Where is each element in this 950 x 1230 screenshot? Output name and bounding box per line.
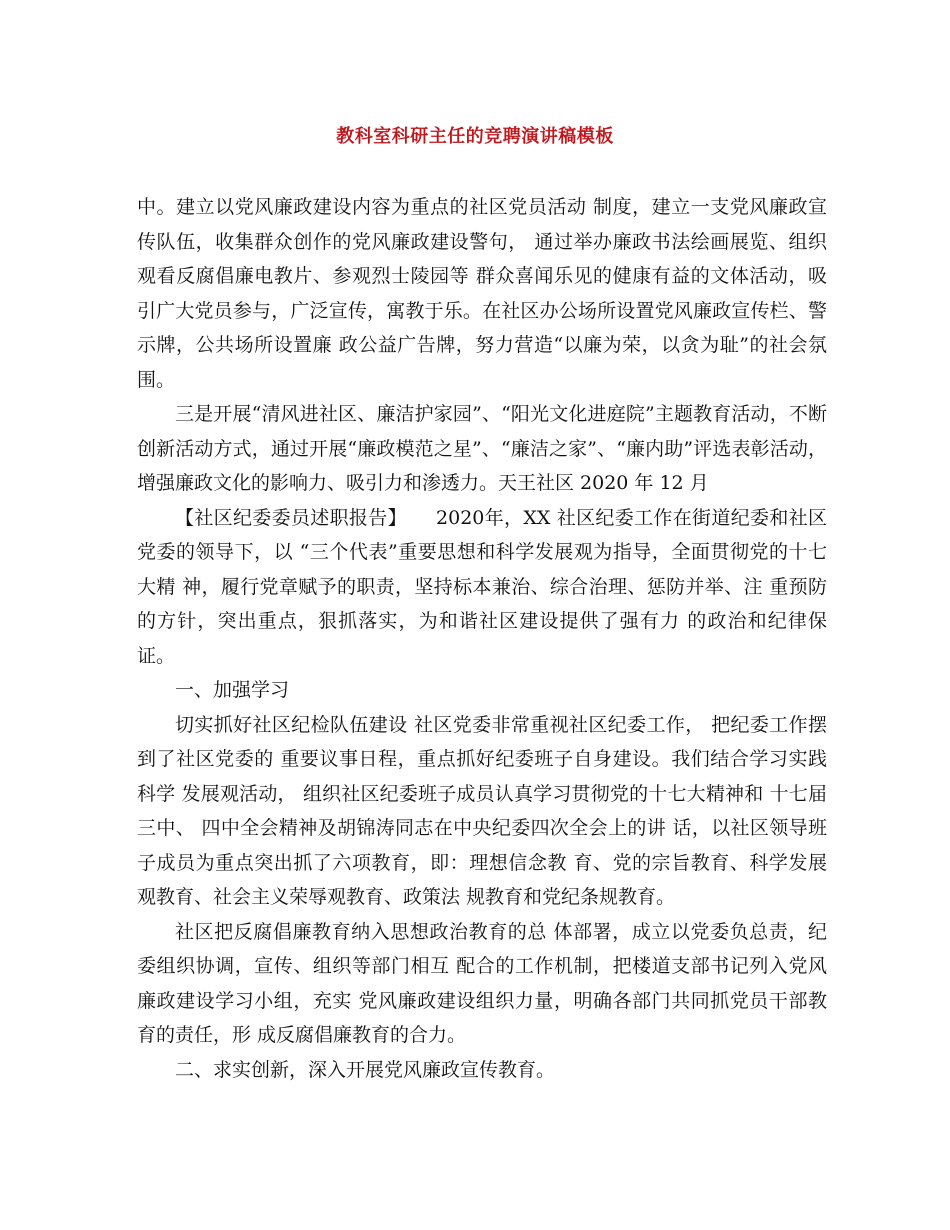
- paragraph: 三是开展“清风进社区、廉洁护家园”、“阳光文化进庭院”主题教育活动，不断创新活动方式，通过开展“廉政模范之星”、“廉洁之家”、“廉内助”评选表彰活动，增强廉政文化的影响力、吸引力和渗透力。天王社区 2020 年 12 月: [137, 403, 827, 494]
- paragraph: 社区把反腐倡廉教育纳入思想政治教育的总 体部署，成立以党委负总责，纪委组织协调，宣传、组织等部门相互 配合的工作机制，把楼道支部书记列入党风廉政建设学习小组，充实 党风廉政建设组织力量，明确各部门共同抓党员干部教育的责任，形 成反腐倡廉教育的合力。: [137, 920, 827, 1046]
- paragraph: 中。建立以党风廉政建设内容为重点的社区党员活动 制度，建立一支党风廉政宣传队伍，收集群众创作的党风廉政建设警句， 通过举办廉政书法绘画展览、组织观看反腐倡廉电教片、参观烈士陵园等 群众喜闻乐见的健康有益的文体活动，吸引广大党员参与，广泛宣传，寓教于乐。在社区办公场所设置党风廉政宣传栏、警示牌，公共场所设置廉 政公益广告牌，努力营造“以廉为荣，以贪为耻”的社会氛围。: [137, 196, 827, 391]
- document-title: 教科室科研主任的竞聘演讲稿模板: [336, 126, 614, 147]
- section-heading: 二、求实创新，深入开展党风廉政宣传教育。: [175, 1058, 556, 1081]
- paragraph: 切实抓好社区纪检队伍建设 社区党委非常重视社区纪委工作， 把纪委工作摆到了社区党委的 重要议事日程，重点抓好纪委班子自身建设。我们结合学习实践科学 发展观活动， 组织社区纪委班子成员认真学习贯彻党的十七大精神和 十七届三中、 四中全会精神及胡锦涛同志在中央纪委四次全会上的讲 话，以社区领导班子成员为重点突出抓了六项教育，即：理想信念教 育、党的宗旨教育、科学发展观教育、社会主义荣辱观教育、政策法 规教育和党纪条规教育。: [137, 713, 827, 908]
- paragraph: 【社区纪委委员述职报告】 2020年，XX 社区纪委工作在街道纪委和社区党委的领导下，以 “三个代表”重要思想和科学发展观为指导，全面贯彻党的十七大精 神，履行党章赋予的职责，坚持标本兼治、综合治理、惩防并举、注 重预防的方针，突出重点，狠抓落实，为和谐社区建设提供了强有力 的政治和纪律保证。: [137, 506, 827, 667]
- section-heading: 一、加强学习: [175, 679, 290, 701]
- document-body: [137, 190, 827, 1087]
